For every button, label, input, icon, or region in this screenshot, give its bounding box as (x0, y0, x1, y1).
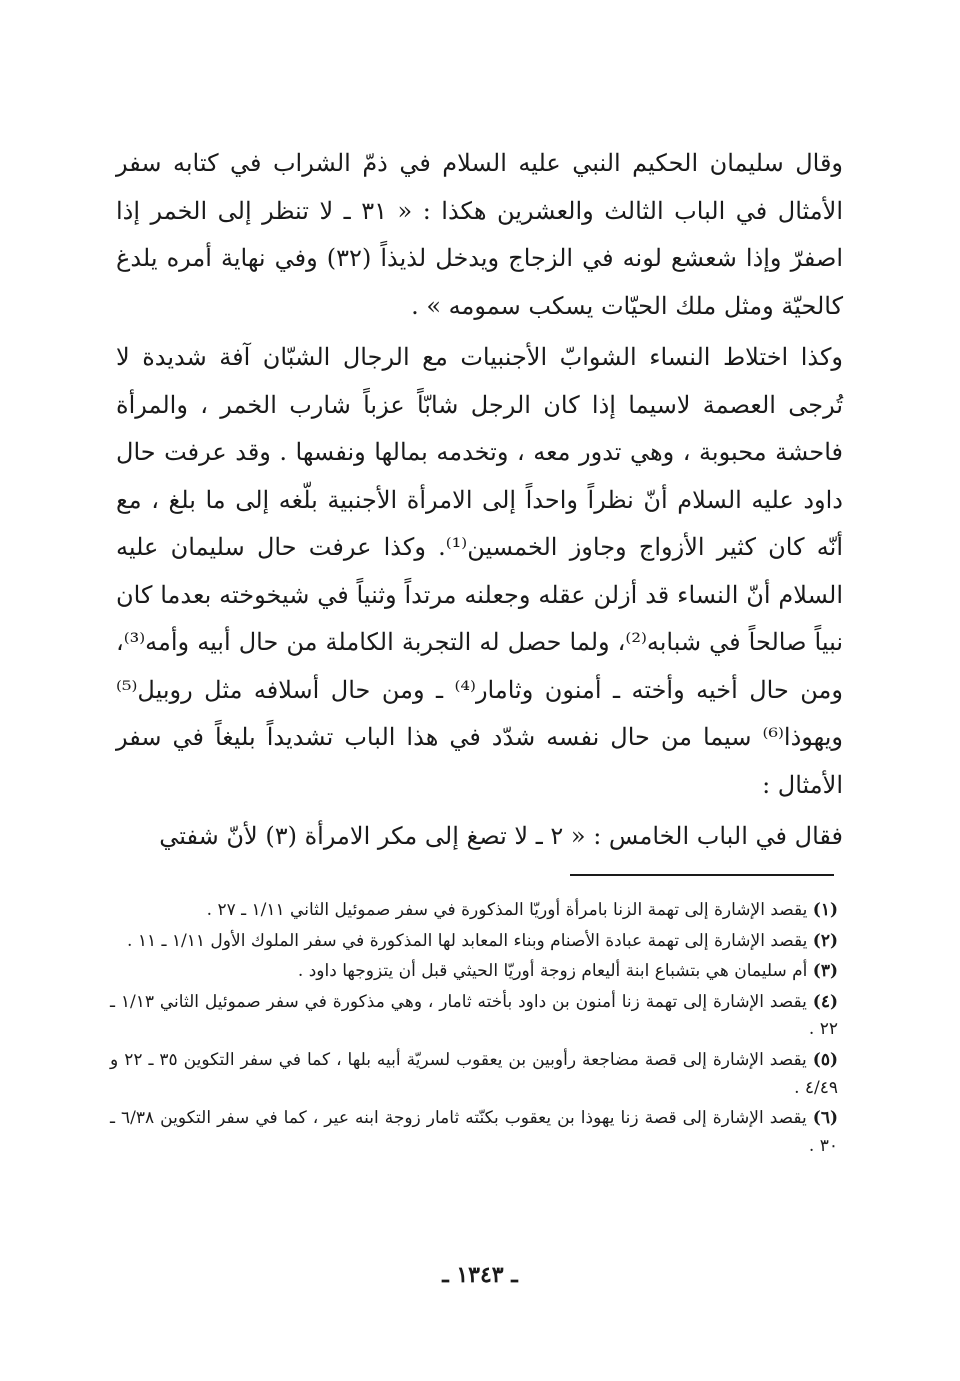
paragraph: وكذا اختلاط النساء الشوابّ الأجنبيات مع الرجال الشبّان آفة شديدة لا تُرجى العصمة لاسيما إذا كان الرجل شابّاً عزباً شارب الخمر ، والمرأة فاحشة محبوبة ، وهي تدور معه ، وتخدمه بمالها ونفسها . وقد عرفت حال داود عليه السلام أنّ نظراً واحداً إلى الامرأة الأجنبية بلّغه إلى ما بلغ ، مع أنّه كان كثير الأزواج وجاوز الخمسين⁽¹⁾. وكذا عرفت حال سليمان عليه السلام أنّ النساء قد أزلن عقله وجعلنه مرتداً وثنياً في شيخوخته بعدما كان نبياً صالحاً في شبابه⁽²⁾، ولما حصل له التجربة الكاملة من حال أبيه وأمه⁽³⁾، ومن حال أخيه وأخته ـ أمنون وثامار⁽⁴⁾ ـ ومن حال أسلافه مثل روبيل⁽⁵⁾ ويهوذا⁽⁶⁾ سيما من حال نفسه شدّد في هذا الباب تشديداً بليغاً في سفر الأمثال : (116, 343, 844, 799)
page-number: ـ ١٣٤٣ ـ (442, 1262, 518, 1288)
footnote-number: (٤) (812, 991, 838, 1012)
footnote (110, 989, 838, 1044)
footnote-text: أم سليمان هي بتشباع ابنة أليعام زوجة أوريّا الحيثي قبل أن يتزوجها داود . (297, 961, 808, 982)
paragraph: وقال سليمان الحكيم النبي عليه السلام في ذمّ الشراب في كتابه سفر الأمثال في الباب الثالث والعشرين هكذا : « ٣١ ـ لا تنظر إلى الخمر إذا اصفرّ وإذا شعشع لونه في الزجاج ويدخل لذيذاً (٣٢) وفي نهاية أمره يلدغ كالحيّة ومثل ملك الحيّات يسكب سمومه » . (116, 149, 844, 320)
main-text (116, 140, 843, 861)
footnote (110, 897, 838, 925)
footnote (110, 1105, 838, 1160)
footnote-text: يقصد الإشارة إلى تهمة عبادة الأصنام وبناء المعابد لها المذكورة في سفر الملوك الأول ١/١١ ـ ١١ . (127, 930, 808, 951)
footnote-text: يقصد الإشارة إلى تهمة الزنا بامرأة أوريّا المذكورة في سفر صموئيل الثاني ١/١١ ـ ٢٧ . (206, 900, 808, 920)
footnote-number: (١) (812, 900, 838, 920)
paragraph: فقال في الباب الخامس : « ٢ ـ لا تصغ إلى مكر الامرأة (٣) لأنّ شفتي (159, 822, 843, 850)
footnote (110, 1047, 838, 1102)
footnote-separator (570, 874, 834, 876)
footnote-text: يقصد الإشارة إلى قصة مضاجعة رأوبين بن يعقوب لسريّة أبيه بلها ، كما في سفر التكوين ٣٥ ـ ٢٢ و ٤/٤٩ . (110, 1049, 838, 1098)
footnote (110, 928, 838, 956)
footnotes (110, 897, 838, 1163)
footnote (110, 958, 838, 986)
footnote-number: (٣) (812, 961, 838, 982)
footnote-text: يقصد الإشارة إلى تهمة زنا أمنون بن داود بأخته ثامار ، وهي مذكورة في سفر صموئيل الثاني ١/١٣ ـ ٢٢ . (110, 991, 838, 1040)
footnote-number: (٥) (812, 1049, 839, 1070)
footnote-text: يقصد الإشارة إلى قصة زنا يهوذا بن يعقوب بكنّته ثامار زوجة ابنه عير ، كما في سفر التكوين ٦/٣٨ ـ ٣٠ . (110, 1108, 838, 1156)
footnote-number: (٦) (812, 1108, 838, 1129)
footnote-number: (٢) (812, 930, 838, 951)
